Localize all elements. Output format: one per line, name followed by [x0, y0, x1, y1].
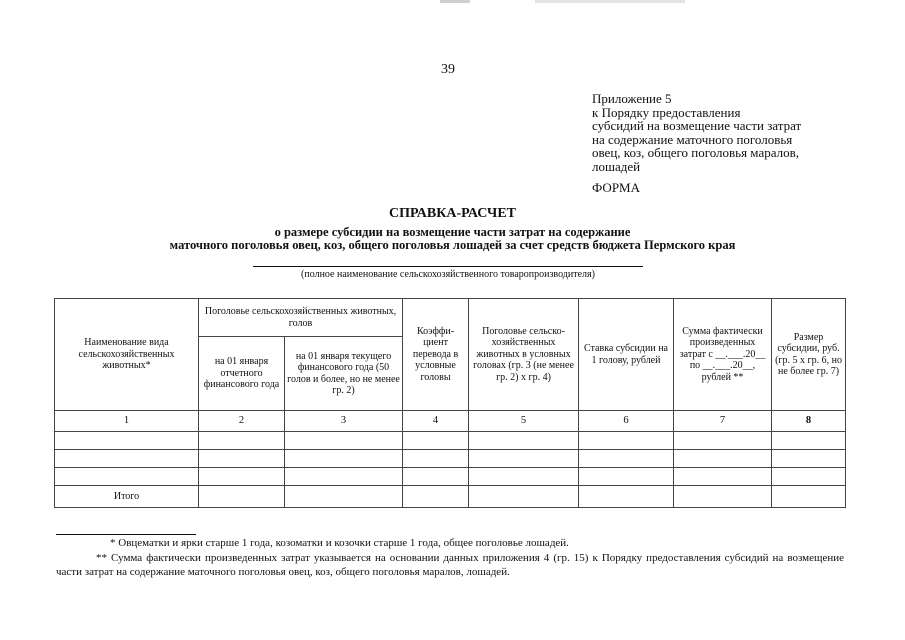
- table-cell[interactable]: [55, 432, 199, 450]
- table-cell[interactable]: [469, 432, 579, 450]
- table-cell[interactable]: [579, 432, 674, 450]
- total-row: [55, 486, 846, 508]
- appendix-line: к Порядку предоставления: [592, 104, 741, 120]
- table-cell[interactable]: [469, 468, 579, 486]
- table-cell[interactable]: [199, 432, 285, 450]
- header-current-year: на 01 января текущего финансового года (50 голов и более, но не менее гр. 2): [285, 337, 403, 411]
- page-number: 39: [441, 62, 455, 77]
- appendix-line: овец, коз, общего поголовья маралов,: [592, 145, 799, 161]
- table-cell[interactable]: [285, 450, 403, 468]
- table-cell[interactable]: [674, 432, 772, 450]
- document-title: СПРАВКА-РАСЧЕТ: [388, 206, 517, 221]
- header-subsidy-size: Размер субсидии, руб. (гр. 5 х гр. 6, но не более гр. 7): [772, 299, 846, 411]
- table-cell[interactable]: [199, 486, 285, 508]
- document-subtitle: [0, 226, 905, 252]
- table-row: [55, 468, 846, 486]
- table-cell[interactable]: [579, 486, 674, 508]
- appendix-line: Приложение 5: [592, 91, 672, 106]
- header-coefficient: Коэффи-циент перевода в условные головы: [403, 299, 469, 411]
- table-cell[interactable]: [403, 468, 469, 486]
- table-cell[interactable]: [579, 450, 674, 468]
- total-label: Итого: [55, 486, 199, 508]
- table-cell[interactable]: [469, 450, 579, 468]
- header-conditional-heads: Поголовье сельско-хозяйственных животных в условных головах (гр. 3 (не менее гр. 2) х гр. 4): [469, 299, 579, 411]
- table-cell[interactable]: [403, 450, 469, 468]
- appendix-line: субсидий на возмещение части затрат: [592, 118, 802, 134]
- header-animal-type: Наименование вида сельскохозяйственных животных*: [55, 299, 199, 411]
- producer-name-field[interactable]: [253, 266, 643, 267]
- table-cell[interactable]: [199, 468, 285, 486]
- column-number: 7: [674, 411, 772, 432]
- table-cell[interactable]: [772, 468, 846, 486]
- table-cell[interactable]: [285, 468, 403, 486]
- table-cell[interactable]: [772, 486, 846, 508]
- subtitle-line: маточного поголовья овец, коз, общего поголовья лошадей за счет средств бюджета Пермского края: [169, 238, 736, 252]
- scan-mark: [440, 0, 470, 3]
- table-cell[interactable]: [199, 450, 285, 468]
- subtitle-line: о размере субсидии на возмещение части затрат на содержание: [274, 225, 631, 239]
- table-cell[interactable]: [674, 486, 772, 508]
- table-cell[interactable]: [772, 450, 846, 468]
- table-cell[interactable]: [403, 486, 469, 508]
- producer-caption: (полное наименование сельскохозяйственного товаропроизводителя): [301, 269, 595, 280]
- calculation-table: [54, 298, 846, 508]
- header-rate: Ставка субсидии на 1 голову, рублей: [579, 299, 674, 411]
- column-number: 4: [403, 411, 469, 432]
- column-number: 1: [55, 411, 199, 432]
- footnote-1: * Овцематки и ярки старше 1 года, козоматки и козочки старше 1 года, общее поголовье лошадей.: [110, 537, 569, 549]
- table-cell[interactable]: [285, 432, 403, 450]
- table-cell[interactable]: [469, 486, 579, 508]
- header-reporting-year: на 01 января отчетного финансового года: [199, 337, 285, 411]
- footnote-2: ** Сумма фактически произведенных затрат указывается на основании данных приложения 4 (гр. 15) к Порядку предоставления субсидий на возмещение части затрат на содержание маточного поголовья овец, коз, общего поголовья маралов, лошадей.: [56, 552, 844, 578]
- table-cell[interactable]: [403, 432, 469, 450]
- appendix-line: на содержание маточного поголовья: [592, 131, 793, 147]
- footnote-separator: [56, 534, 196, 535]
- scan-mark: [535, 0, 685, 3]
- table-cell[interactable]: [772, 432, 846, 450]
- column-number: 3: [285, 411, 403, 432]
- table-cell[interactable]: [55, 450, 199, 468]
- column-number: 6: [579, 411, 674, 432]
- table-row: [55, 432, 846, 450]
- header-livestock-group: Поголовье сельскохозяйственных животных, голов: [199, 299, 403, 337]
- column-number: 5: [469, 411, 579, 432]
- column-number: 2: [199, 411, 285, 432]
- table-cell[interactable]: [579, 468, 674, 486]
- appendix-reference: [592, 92, 872, 174]
- table-cell[interactable]: [674, 468, 772, 486]
- table-cell[interactable]: [285, 486, 403, 508]
- header-actual-costs: Сумма фактически произведенных затрат с __.___.20__ по __.___.20__, рублей **: [674, 299, 772, 411]
- table-cell[interactable]: [55, 468, 199, 486]
- appendix-line: лошадей: [592, 158, 641, 174]
- form-label: ФОРМА: [592, 180, 640, 195]
- column-number: 8: [772, 411, 846, 432]
- table-row: [55, 450, 846, 468]
- table-cell[interactable]: [674, 450, 772, 468]
